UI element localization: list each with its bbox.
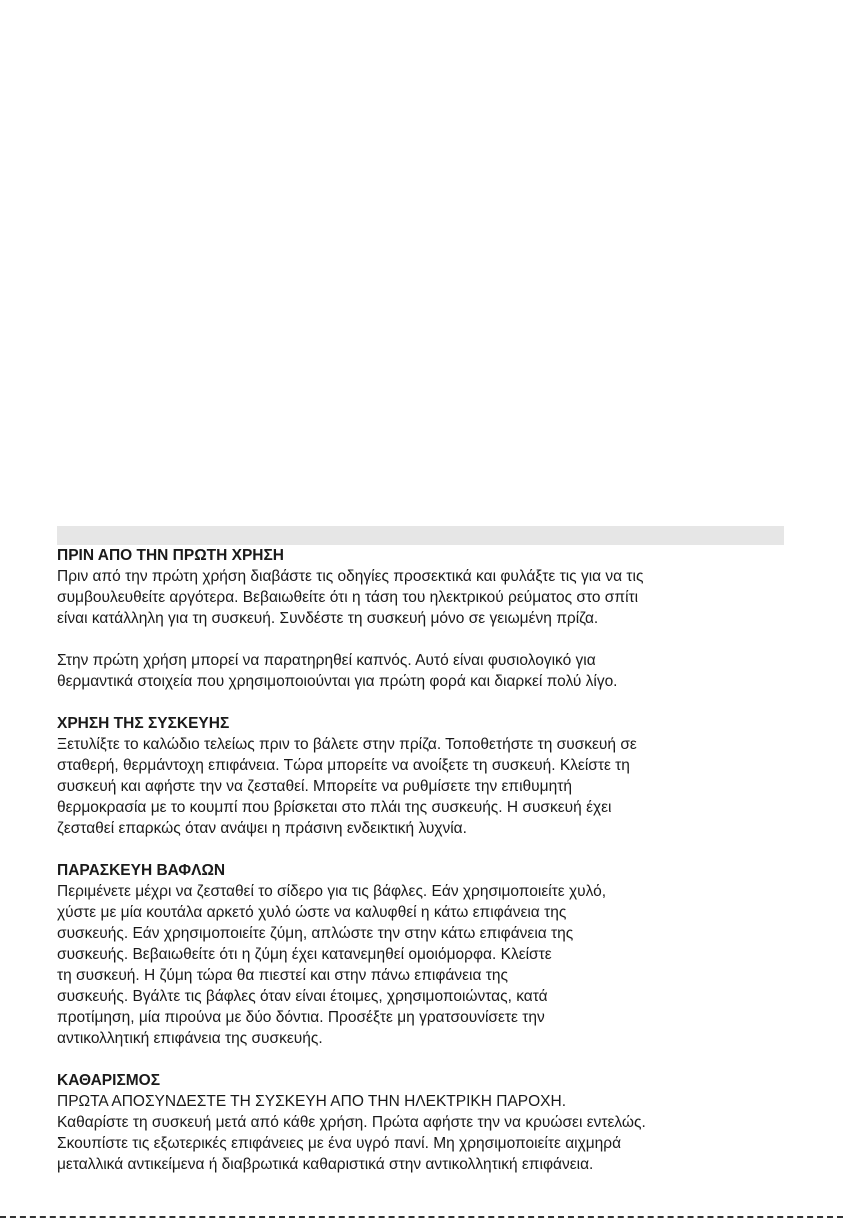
text-line: Καθαρίστε τη συσκευή μετά από κάθε χρήση. Πρώτα αφήστε την να κρυώσει εντελώς. bbox=[57, 1114, 646, 1131]
section-heading: ΠΡΙΝ ΑΠΟ ΤΗΝ ΠΡΩΤΗ ΧΡΗΣΗ bbox=[57, 547, 284, 564]
blank-area bbox=[0, 0, 843, 524]
text-line: ΠΡΩΤΑ ΑΠΟΣΥΝΔΕΣΤΕ ΤΗ ΣΥΣΚΕΥΗ ΑΠΟ ΤΗΝ ΗΛΕΚΤΡΙΚΗ ΠΑΡΟΧΗ. bbox=[57, 1093, 567, 1110]
text-line: χύστε με μία κουτάλα αρκετό χυλό ώστε να καλυφθεί η κάτω επιφάνεια της bbox=[57, 904, 567, 921]
text-line: τη συσκευή. Η ζύμη τώρα θα πιεστεί και στην πάνω επιφάνεια της bbox=[57, 967, 508, 984]
page-cut-line bbox=[0, 1216, 843, 1218]
text-line: θερμοκρασία με το κουμπί που βρίσκεται στο πλάι της συσκευής. Η συσκευή έχει bbox=[57, 799, 612, 816]
text-line: συσκευής. Βγάλτε τις βάφλες όταν είναι έτοιμες, χρησιμοποιώντας, κατά bbox=[57, 988, 548, 1005]
manual-content bbox=[57, 545, 797, 1175]
paragraph-gap bbox=[57, 629, 797, 650]
section-before-first-use bbox=[57, 545, 797, 692]
text-line: συσκευή και αφήστε την να ζεσταθεί. Μπορείτε να ρυθμίσετε την επιθυμητή bbox=[57, 778, 572, 795]
text-line: είναι κατάλληλη για τη συσκευή. Συνδέστε τη συσκευή μόνο σε γειωμένη πρίζα. bbox=[57, 610, 599, 627]
text-line: προτίμηση, μία πιρούνα με δύο δόντια. Προσέξτε μη γρατσουνίσετε την bbox=[57, 1009, 545, 1026]
text-line: αντικολλητική επιφάνεια της συσκευής. bbox=[57, 1030, 323, 1047]
text-line: Σκουπίστε τις εξωτερικές επιφάνειες με ένα υγρό πανί. Μη χρησιμοποιείτε αιχμηρά bbox=[57, 1135, 622, 1152]
section-heading: ΚΑΘΑΡΙΣΜΟΣ bbox=[57, 1072, 161, 1089]
section-waffle-preparation bbox=[57, 860, 797, 1049]
text-line: σταθερή, θερμάντοχη επιφάνεια. Τώρα μπορείτε να ανοίξετε τη συσκευή. Κλείστε τη bbox=[57, 757, 630, 774]
section-device-use bbox=[57, 713, 797, 839]
text-line: Ξετυλίξτε το καλώδιο τελείως πριν το βάλετε στην πρίζα. Τοποθετήστε τη συσκευή σε bbox=[57, 736, 637, 753]
text-line: συσκευής. Βεβαιωθείτε ότι η ζύμη έχει κατανεμηθεί ομοιόμορφα. Κλείστε bbox=[57, 946, 552, 963]
text-line: ζεσταθεί επαρκώς όταν ανάψει η πράσινη ενδεικτική λυχνία. bbox=[57, 820, 467, 837]
text-line: μεταλλικά αντικείμενα ή διαβρωτικά καθαριστικά στην αντικολλητική επιφάνεια. bbox=[57, 1156, 594, 1173]
section-divider-band bbox=[57, 526, 784, 545]
text-line: συμβουλευθείτε αργότερα. Βεβαιωθείτε ότι η τάση του ηλεκτρικού ρεύματος στο σπίτι bbox=[57, 589, 639, 606]
text-line: Περιμένετε μέχρι να ζεσταθεί το σίδερο για τις βάφλες. Εάν χρησιμοποιείτε χυλό, bbox=[57, 883, 607, 900]
text-line: Στην πρώτη χρήση μπορεί να παρατηρηθεί καπνός. Αυτό είναι φυσιολογικό για bbox=[57, 652, 596, 669]
text-line: θερμαντικά στοιχεία που χρησιμοποιούνται για πρώτη φορά και διαρκεί πολύ λίγο. bbox=[57, 673, 618, 690]
section-heading: ΧΡΗΣΗ ΤΗΣ ΣΥΣΚΕΥΗΣ bbox=[57, 715, 230, 732]
text-line: συσκευής. Εάν χρησιμοποιείτε ζύμη, απλώστε την στην κάτω επιφάνεια της bbox=[57, 925, 574, 942]
section-cleaning bbox=[57, 1070, 797, 1175]
section-heading: ΠΑΡΑΣΚΕΥΗ ΒΑΦΛΩΝ bbox=[57, 862, 226, 879]
text-line: Πριν από την πρώτη χρήση διαβάστε τις οδηγίες προσεκτικά και φυλάξτε τις για να τις bbox=[57, 568, 644, 585]
